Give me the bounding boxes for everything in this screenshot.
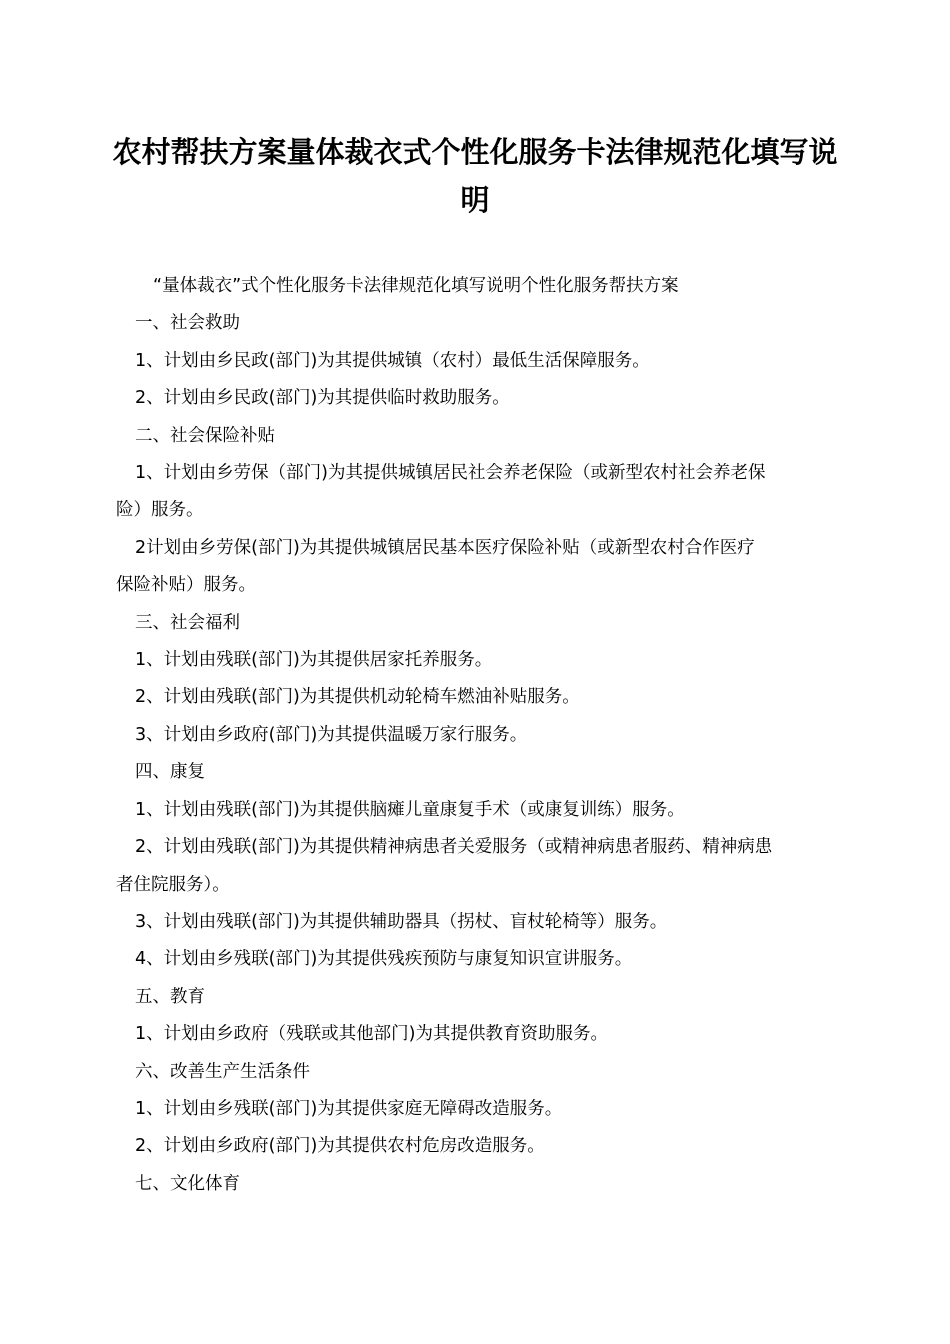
list-item-continuation: 者住院服务）。 — [116, 874, 230, 895]
section-heading: 七、文化体育 — [135, 1173, 240, 1194]
list-item: 1、计划由乡政府（残联或其他部门)为其提供教育资助服务。 — [135, 1024, 608, 1045]
list-item: 3、计划由乡政府(部门)为其提供温暖万家行服务。 — [135, 724, 528, 745]
list-item: 1、计划由乡劳保（部门)为其提供城镇居民社会养老保险（或新型农村社会养老保 — [135, 463, 766, 484]
list-item: 2、计划由残联(部门)为其提供机动轮椅车燃油补贴服务。 — [135, 687, 580, 708]
section-heading: 四、康复 — [135, 762, 205, 783]
list-item: 2计划由乡劳保(部门)为其提供城镇居民基本医疗保险补贴（或新型农村合作医疗 — [135, 537, 755, 558]
section-heading: 三、社会福利 — [135, 612, 240, 633]
section-heading: 五、教育 — [135, 986, 205, 1007]
list-item: 1、计划由残联(部门)为其提供脑瘫儿童康复手术（或康复训练）服务。 — [135, 799, 685, 820]
page-title — [110, 128, 840, 224]
list-item: 1、计划由乡民政(部门)为其提供城镇（农村）最低生活保障服务。 — [135, 350, 650, 371]
list-item: 2、计划由残联(部门)为其提供精神病患者关爱服务（或精神病患者服药、精神病患 — [135, 837, 773, 858]
intro-paragraph: “量体裁衣”式个性化服务卡法律规范化填写说明个性化服务帮扶方案 — [153, 276, 679, 296]
section-heading: 一、社会救助 — [135, 313, 240, 334]
section-heading: 二、社会保险补贴 — [135, 425, 275, 446]
document-body — [116, 268, 836, 1203]
list-item: 2、计划由乡民政(部门)为其提供临时救助服务。 — [135, 388, 510, 409]
list-item: 1、计划由残联(部门)为其提供居家托养服务。 — [135, 650, 493, 671]
list-item: 4、计划由乡残联(部门)为其提供残疾预防与康复知识宣讲服务。 — [135, 949, 633, 970]
list-item: 3、计划由残联(部门)为其提供辅助器具（拐杖、盲杖轮椅等）服务。 — [135, 911, 668, 932]
list-item-continuation: 保险补贴）服务。 — [116, 575, 256, 596]
list-item: 2、计划由乡政府(部门)为其提供农村危房改造服务。 — [135, 1136, 545, 1157]
list-item: 1、计划由乡残联(部门)为其提供家庭无障碍改造服务。 — [135, 1098, 563, 1119]
list-item-continuation: 险）服务。 — [116, 500, 204, 521]
title-line-1: 农村帮扶方案量体裁衣式个性化服务卡法律规范化填写说 — [112, 135, 838, 169]
section-heading: 六、改善生产生活条件 — [135, 1061, 310, 1082]
title-line-2: 明 — [460, 183, 490, 217]
